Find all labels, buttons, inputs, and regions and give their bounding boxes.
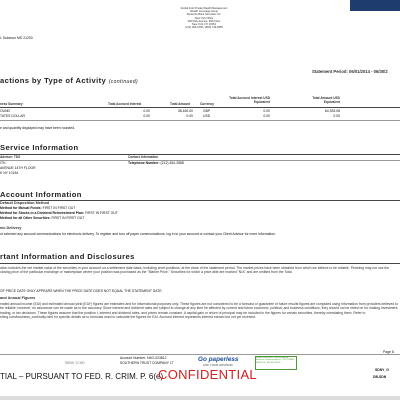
return-address-line: (212) 454-1000 / (800) 746-5055 bbox=[185, 26, 223, 30]
award-text: Global Excellence / Investor Award / Business Communications / CUSTOMER SERVICE / EXCELLENCE bbox=[256, 357, 295, 364]
price-date-note: OF PRICE DATE ONLY APPEARS WHEN THE PRICE DATE DOES NOT EQUAL THE STATEMENT DATE. bbox=[0, 289, 163, 293]
method-value: FIRST IN FIRST OUT bbox=[84, 211, 118, 215]
col-amount-usd: Total Amount USD Equivalent bbox=[312, 96, 340, 104]
bank-code: SBNK YCHD bbox=[65, 361, 85, 365]
return-address-block bbox=[178, 7, 230, 29]
annual-figures-title: and Annual Figures bbox=[0, 296, 36, 300]
service-section-title: Service Information bbox=[0, 143, 79, 152]
statement-period: Statement Period: 06/01/2014 - 06/30/2 bbox=[312, 69, 388, 74]
return-address-line: Wealth Coverage Group bbox=[190, 10, 218, 14]
col-summary: ness Summary bbox=[0, 102, 23, 106]
disclosures-rule bbox=[0, 263, 400, 264]
bank-name: SOUTHERN TRUST COMPANY LT bbox=[120, 361, 174, 365]
col-accrued: Total Accrued Interest bbox=[108, 102, 142, 106]
contact-label: Contact Information bbox=[128, 155, 159, 159]
activity-title: actions by Type of Activity bbox=[0, 76, 107, 85]
method-value: FIRST IN FIRST OUT bbox=[42, 206, 76, 210]
method-row bbox=[0, 211, 118, 215]
advisor-line: AVENUE 14TH FLOOR bbox=[0, 166, 36, 170]
activity-row-amount-usd: 64,933.08 bbox=[324, 109, 340, 113]
activity-row-amount-usd: 0.00 bbox=[333, 114, 340, 118]
activity-row-name: TATES DOLLAR bbox=[0, 114, 25, 118]
activity-row-currency: GBP bbox=[203, 109, 211, 113]
method-value: FIRST IN FIRST OUT bbox=[51, 216, 85, 220]
right-code: DB-SDN bbox=[373, 375, 387, 379]
advisor-line: K NY 10154 bbox=[0, 171, 19, 175]
return-address-line: New York Office bbox=[194, 16, 214, 20]
go-paperless-logo: Go paperless bbox=[198, 356, 239, 363]
page-number: Page 8 bbox=[383, 350, 394, 354]
activity-section-title bbox=[0, 76, 138, 85]
advisor-label: Advisor: TDS bbox=[0, 155, 21, 159]
activity-title-suffix: (continued) bbox=[108, 79, 139, 85]
service-rule bbox=[0, 154, 400, 155]
activity-row-accrued: 0.00 bbox=[143, 114, 150, 118]
rounding-note: e and quantity displayed may have been rounded. bbox=[0, 126, 76, 130]
activity-row-accrued-usd: 0.00 bbox=[263, 114, 270, 118]
recipient-address: L Solomon MD 21203 bbox=[0, 36, 33, 40]
method-label: Method for Mutual Funds: bbox=[0, 206, 42, 210]
delivery-title: nic Delivery bbox=[0, 226, 22, 230]
return-address-line: New York, NY 10154 bbox=[192, 23, 216, 27]
method-row bbox=[0, 206, 75, 210]
telephone-value: (212) 454-2888 bbox=[160, 161, 184, 165]
col-accrued-usd: Total Accrued Interest USD Equivalent bbox=[229, 96, 270, 104]
header-color-band bbox=[350, 0, 400, 11]
telephone-label: Telephone Number: bbox=[128, 161, 160, 165]
disclosures-section-title: rtant Information and Disclosures bbox=[0, 252, 135, 261]
method-row bbox=[0, 216, 84, 220]
award-badge bbox=[255, 356, 297, 370]
account-rule bbox=[0, 200, 400, 201]
method-label: Method for all Other Securities: bbox=[0, 216, 51, 220]
confidential-stamp: CONFIDENTIAL bbox=[158, 367, 257, 382]
return-address-line: Global Indo Private Wealth Management bbox=[180, 7, 228, 10]
annual-figures-paragraph: mated annual income (EAI) and estimated annual yield (EAY) figures are estimates and for informational purposes only. These figures are not considered to be a forecast or guarantee of future results figures are computed using information from providers believed to be reliable; however, no assurance can be made as to the accuracy. Since interest and dividend rates are subject to change at any time be affected by current and future economic, political, and business conditions, they should not be relied on for making investment, trading, or tax decisions. These figures assume that the position t, interest and dividend rates, and prices remain constant. A capital gain or return of principal may be included in the figures for certain securities, thereby overstating them. Refer to shing.com/business_continuity.html for specific details as to formulas used to calculate the figures for EAI. Accrued interest represents interest earned but not yet received. bbox=[0, 302, 399, 320]
activity-row-amount: 38,160.00 bbox=[177, 109, 193, 113]
telephone-row bbox=[128, 161, 184, 165]
advisor-line: ITH bbox=[0, 161, 6, 165]
activity-header-rule bbox=[0, 107, 400, 108]
account-section-title: Account Information bbox=[0, 190, 82, 199]
disposition-title: Default Disposition Method bbox=[0, 201, 50, 205]
account-number: Account Number: N4G-023812 bbox=[120, 356, 167, 360]
delivery-text: ot selected any account communications for electronic delivery. To register and turn off paper communications, log in to your account or contact your Client Advisor for more information. bbox=[0, 232, 276, 236]
activity-row-accrued-usd: 0.00 bbox=[263, 109, 270, 113]
disclosure-paragraph: ation includes the net market value of the securities in your account on a settlement date basis, including short positions, at the close of the statement period. The market prices have been obtained from which we believe to be reliable. Pershing may not use the closing price of the particular exchange or marketplace where your position was purchased as the "Market Price." Securities for which a price able are marked "N/A" and are omitted from the Total. bbox=[0, 266, 390, 275]
activity-row-accrued: 0.00 bbox=[143, 109, 150, 113]
method-label: Method for Stocks in a Dividend Reinvestment Plan: bbox=[0, 211, 85, 215]
confidential-footer-line: TIAL – PURSUANT TO FED. R. CRIM. P. 6(e) bbox=[0, 372, 164, 381]
activity-row-name: OUND bbox=[0, 109, 10, 113]
return-address-line: 345 Park Avenue, 25th Floor bbox=[187, 19, 221, 23]
right-code: SDNY_G bbox=[375, 368, 389, 372]
activity-row-amount: 0.00 bbox=[186, 114, 193, 118]
col-amount: Total Amount bbox=[170, 102, 191, 106]
return-address-line: Deutsche Bank Securities Inc. bbox=[186, 13, 222, 17]
page-bottom-edge bbox=[0, 396, 400, 400]
col-currency: Currency bbox=[200, 102, 214, 106]
activity-row-currency: USD bbox=[203, 114, 211, 118]
ask-advisor: ASK YOUR ADVISOR bbox=[203, 363, 233, 367]
